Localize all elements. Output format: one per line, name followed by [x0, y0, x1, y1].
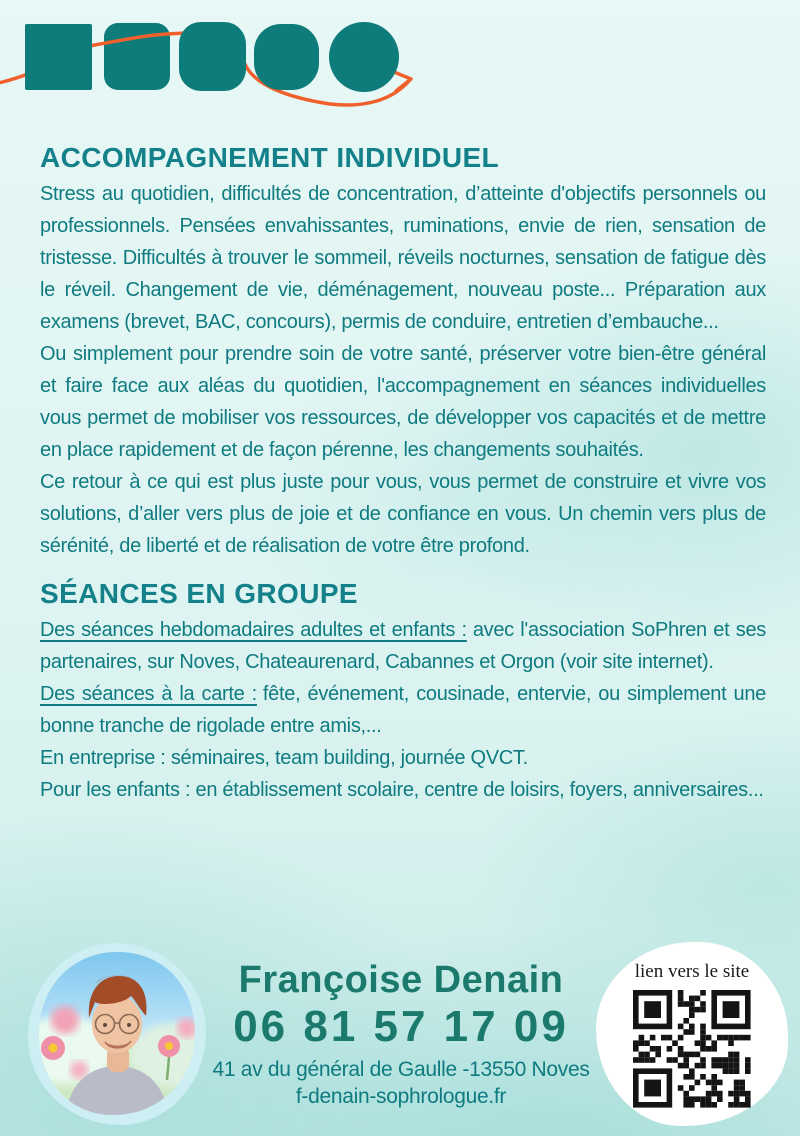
section-heading-groupe: SÉANCES EN GROUPE [40, 578, 358, 609]
contact-phone: 06 81 57 17 09 [233, 1002, 569, 1051]
portrait-photo-frame [28, 943, 206, 1125]
qr-card [596, 942, 788, 1126]
paragraph-groupe-3: En entreprise : séminaires, team building, journée QVCT. [40, 747, 528, 769]
paragraph-text: avec l'association SoPhren et ses partenaires, sur Noves, Chateaurenard, Cabannes et Orgon (voir site internet). [40, 619, 767, 673]
underlined-lead: Des séances à la carte : [40, 683, 257, 705]
contact-block [206, 958, 596, 1110]
contact-name: Françoise Denain [238, 959, 564, 1001]
square-shape [25, 24, 92, 90]
contact-website: f-denain-sophrologue.fr [295, 1085, 507, 1108]
paragraph-groupe-2 [40, 678, 766, 742]
qr-code [633, 990, 751, 1108]
paragraph-individuel-2: Ou simplement pour prendre soin de votre santé, préserver votre bien-être général et faire face aux aléas du quotidien, l'accompagnement en séances individuelles vous permet de mobiliser vos ressources, de développer vos capacités et de mettre en place rapidement et de façon pérenne, les changements souhaités. [40, 343, 766, 461]
flyer-body [0, 128, 800, 806]
paragraph-individuel-3: Ce retour à ce qui est plus juste pour vous, vous permet de construire et vivre vos solutions, d’aller vers plus de joie et de confiance en vous. Un chemin vers plus de sérénité, de liberté et de réalisation de votre être profond. [40, 471, 766, 557]
portrait-photo [35, 950, 199, 1118]
rounded-square-softer-shape [254, 24, 319, 90]
paragraph-groupe-4: Pour les enfants : en établissement scolaire, centre de loisirs, foyers, anniversaires... [40, 779, 764, 801]
circle-shape [329, 22, 399, 92]
decor-shapes-graphic [0, 0, 800, 128]
section-heading-individuel: ACCOMPAGNEMENT INDIVIDUEL [40, 142, 500, 173]
rounded-square-soft-shape [179, 22, 246, 91]
paragraph-text: fête, événement, cousinade, entervie, ou simplement une bonne tranche de rigolade entre amis,... [40, 683, 766, 737]
contact-address: 41 av du général de Gaulle -13550 Noves [212, 1058, 590, 1081]
paragraph-individuel-1: Stress au quotidien, difficultés de concentration, d’atteinte d'objectifs personnels ou professionnels. Pensées envahissantes, ruminations, envie de rien, sensation de tristesse. Difficultés à trouver le sommeil, réveils nocturnes, sensation de fatigue dès le réveil. Changement de vie, déménagement, nouveau poste... Préparation aux examens (brevet, BAC, concours), permis de conduire, entretien d’embauche... [40, 183, 766, 333]
paragraph-groupe-1 [40, 614, 766, 678]
decor-band [0, 0, 800, 128]
footer [0, 938, 800, 1130]
underlined-lead: Des séances hebdomadaires adultes et enfants : [40, 619, 467, 641]
qr-label: lien vers le site [634, 960, 750, 982]
